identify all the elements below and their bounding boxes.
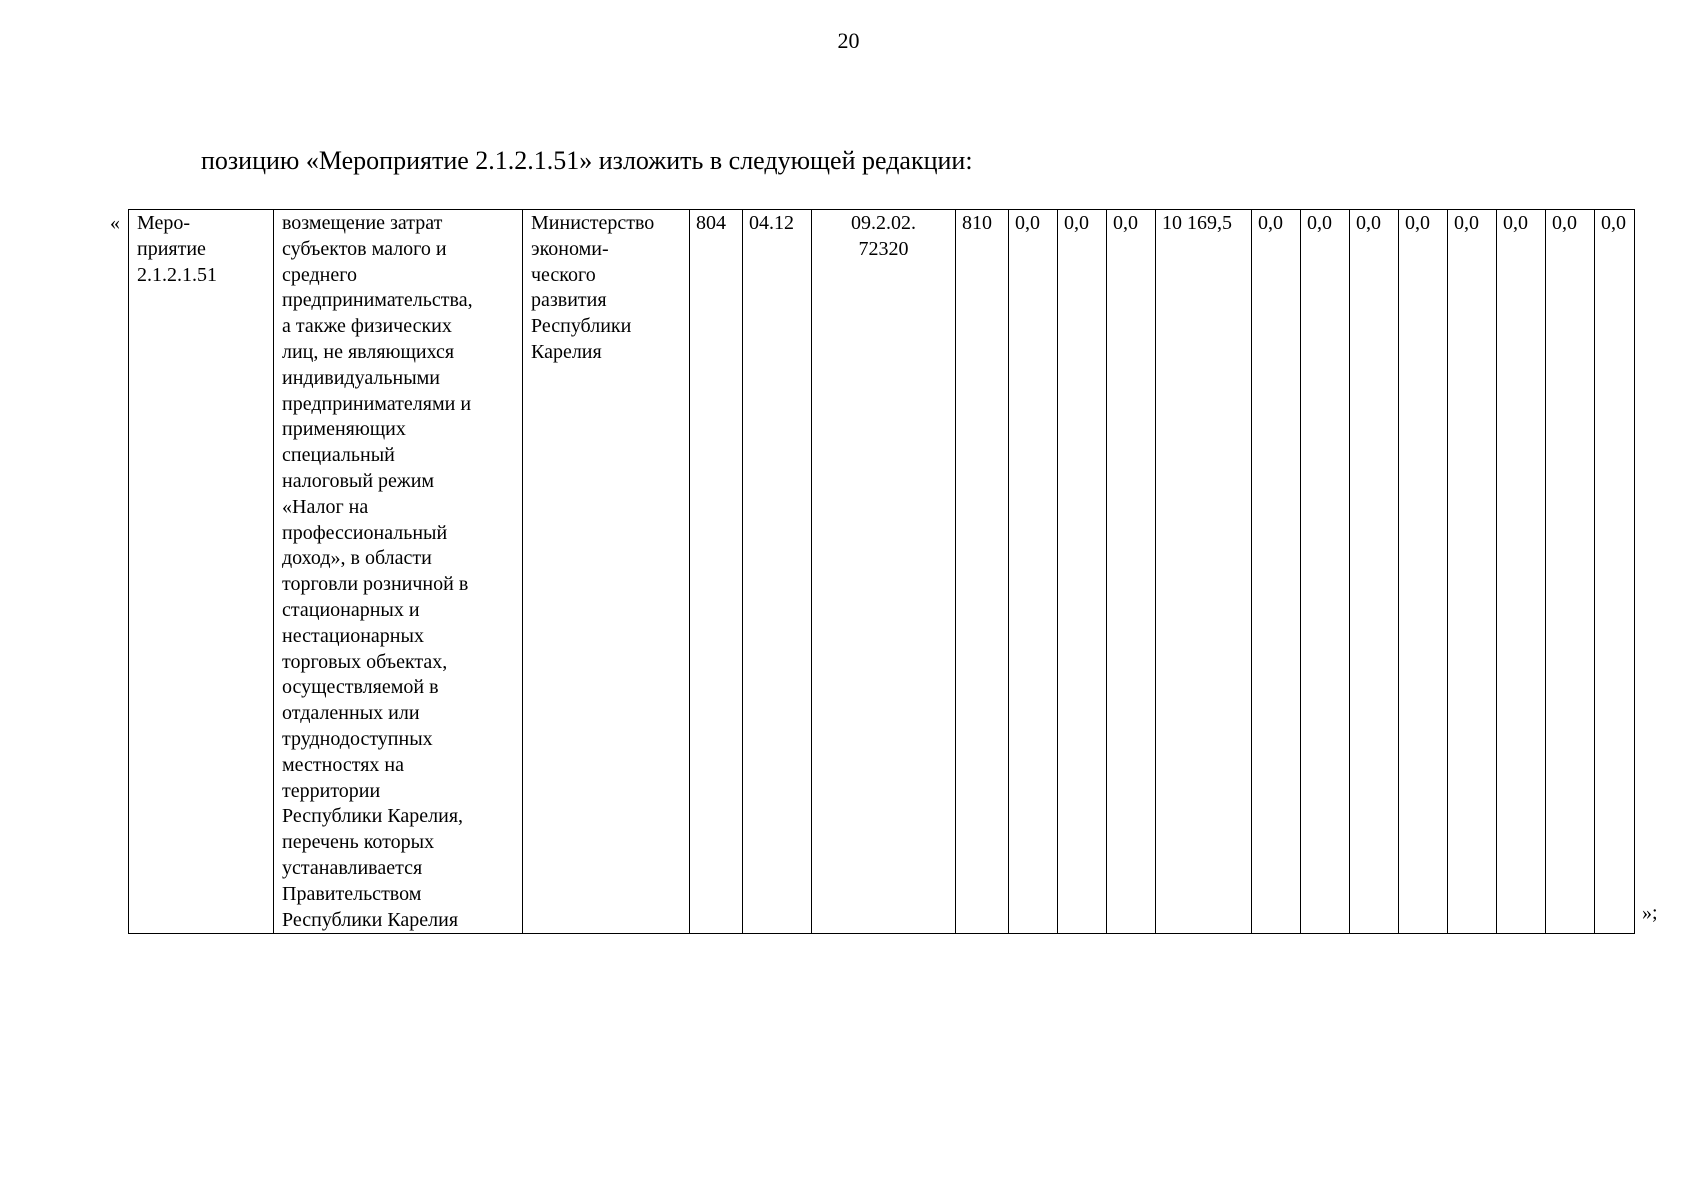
value-cell: 0,0	[1009, 210, 1058, 934]
intro-text: позицию «Мероприятие 2.1.2.1.51» изложить в следующей редакции:	[201, 146, 973, 175]
value-cell: 0,0	[1350, 210, 1399, 934]
value-cell: 0,0	[1497, 210, 1546, 934]
description-cell: возмещение затрат субъектов малого и среднего предпринимательства, а также физических лиц, не являющихся индивидуальными предпринимателями и применяющих специальный налоговый режим «Налог на профессиональный доход», в области торговли розничной в стационарных и нестационарных торговых объектах, осуществляемой в отдаленных или труднодоступных местностях на территории Республики Карелия, перечень которых устанавливается Правительством Республики Карелия	[274, 210, 523, 934]
table-row	[129, 210, 1635, 934]
measure-cell: Меро- приятие 2.1.2.1.51	[129, 210, 274, 934]
value-cell: 0,0	[1301, 210, 1350, 934]
grbs-cell: 804	[690, 210, 743, 934]
value-cell: 0,0	[1058, 210, 1107, 934]
value-cell: 0,0	[1448, 210, 1497, 934]
page-number: 20	[837, 28, 860, 53]
amendment-table	[128, 209, 1635, 934]
value-cell: 10 169,5	[1156, 210, 1252, 934]
value-cell: 0,0	[1107, 210, 1156, 934]
value-cell: 0,0	[1546, 210, 1595, 934]
rzpr-cell: 04.12	[743, 210, 812, 934]
value-cell: 0,0	[1595, 210, 1635, 934]
csr-cell: 09.2.02. 72320	[812, 210, 956, 934]
closing-quote-mark: »;	[1642, 902, 1658, 924]
vr-cell: 810	[956, 210, 1009, 934]
value-cell: 0,0	[1252, 210, 1301, 934]
value-cell: 0,0	[1399, 210, 1448, 934]
executor-cell: Министерство экономи- ческого развития Республики Карелия	[523, 210, 690, 934]
opening-quote-mark: «	[110, 212, 120, 234]
